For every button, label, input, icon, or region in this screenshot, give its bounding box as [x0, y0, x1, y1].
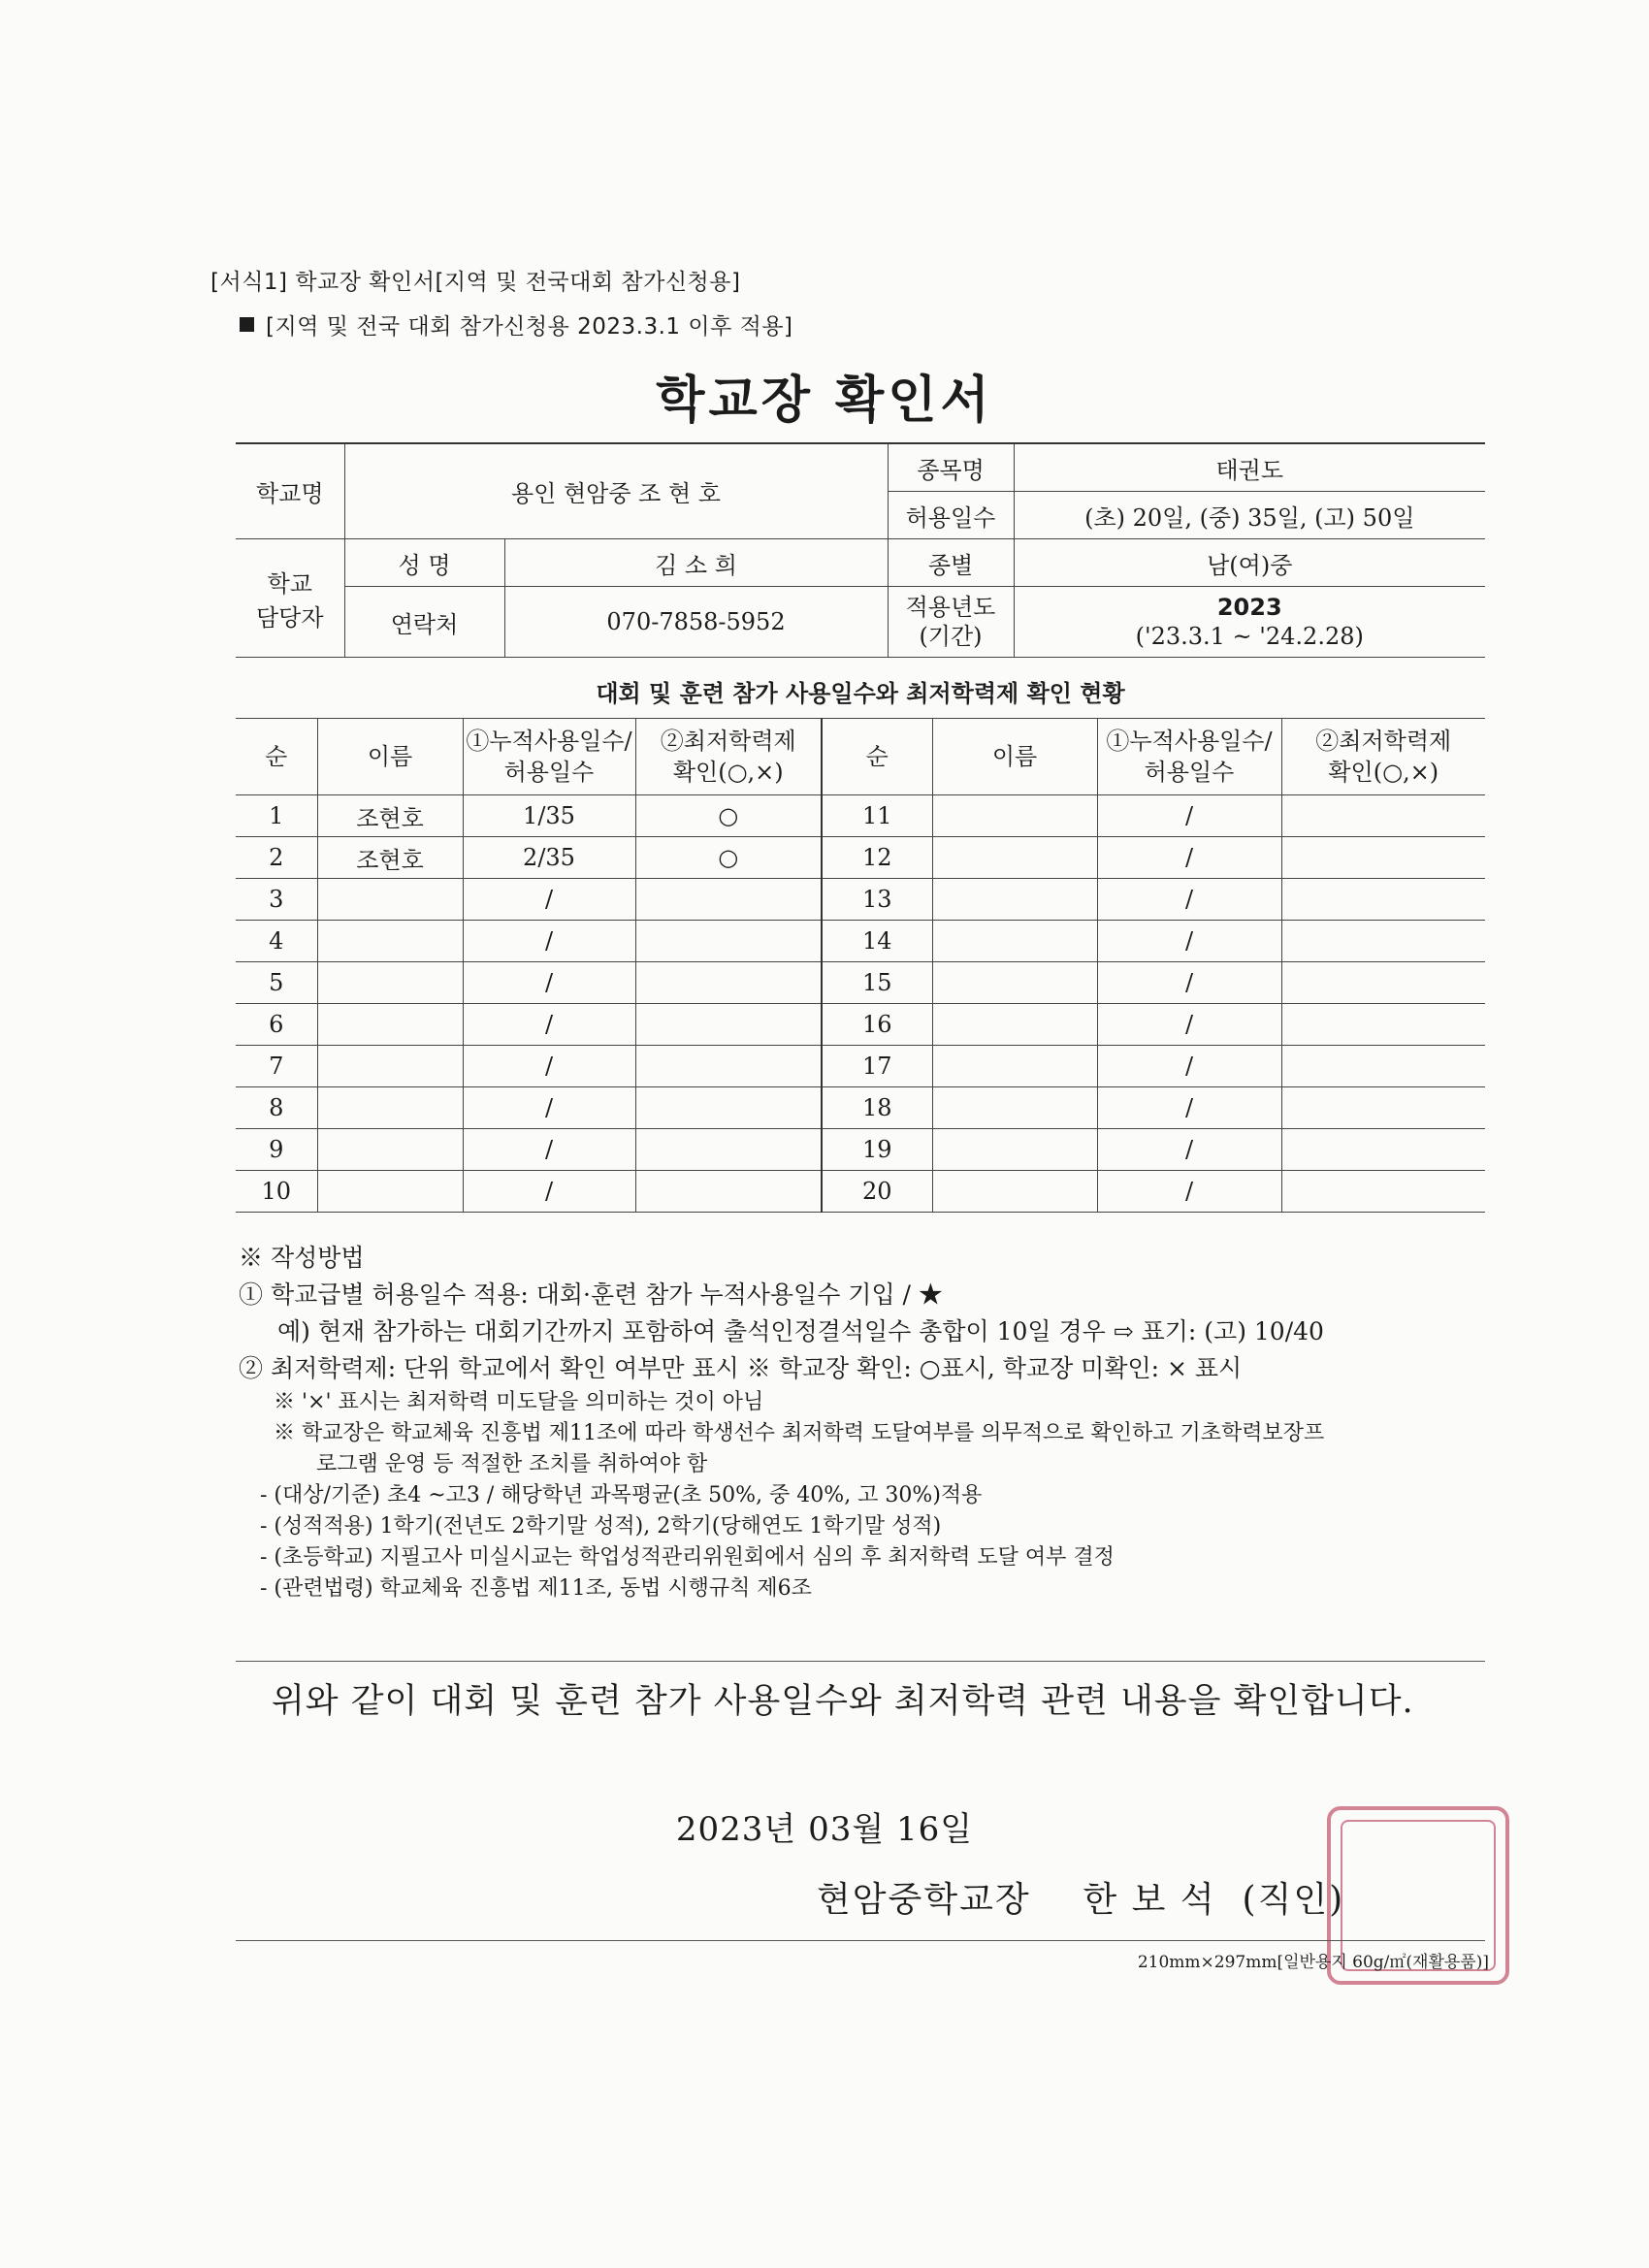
seq-cell: 5 [236, 962, 317, 1004]
header-days-2-line2: 허용일수 [1144, 759, 1235, 786]
seq-cell: 4 [236, 921, 317, 962]
detail-1: - (대상/기준) 초4 ~고3 / 해당학년 과목평균(초 50%, 중 40%, 고 30%)적용 [260, 1483, 983, 1507]
days-cell: / [1097, 921, 1281, 962]
name-cell [317, 1171, 463, 1213]
section-title: 대회 및 훈련 참가 사용일수와 최저학력제 확인 현황 [236, 669, 1485, 719]
days-cell: / [463, 1171, 635, 1213]
header-seq: 순 [236, 719, 317, 795]
name-cell [932, 879, 1097, 921]
check-cell [1281, 1129, 1485, 1171]
days-cell: / [1097, 795, 1281, 837]
check-cell [635, 1129, 822, 1171]
contact-value: 070-7858-5952 [504, 587, 888, 658]
header-days-line1: ①누적사용일수/ [466, 728, 632, 755]
name-cell [932, 837, 1097, 879]
seq-cell: 19 [822, 1129, 932, 1171]
seq-cell: 6 [236, 1004, 317, 1046]
name-cell [317, 962, 463, 1004]
header-check-2 [1281, 719, 1485, 795]
days-cell: / [1097, 837, 1281, 879]
table-row [236, 1171, 1485, 1213]
name-cell [932, 1046, 1097, 1087]
table-row [236, 1129, 1485, 1171]
form-subtitle-text: [지역 및 전국 대회 참가신청용 2023.3.1 이후 적용] [266, 314, 793, 340]
header-seq-2: 순 [822, 719, 932, 795]
check-cell [1281, 1046, 1485, 1087]
days-cell: / [1097, 1087, 1281, 1129]
name-cell [932, 921, 1097, 962]
check-cell [1281, 795, 1485, 837]
principal-signature: 현암중학교장 한 보 석 (직인) [817, 1880, 1345, 1920]
name-cell [317, 879, 463, 921]
detail-3: - (초등학교) 지필고사 미실시교는 학업성적관리위원회에서 심의 후 최저학력 도달 여부 결정 [260, 1545, 1115, 1570]
check-cell: ○ [635, 837, 822, 879]
gender-label: 종별 [888, 539, 1014, 587]
name-cell [932, 1004, 1097, 1046]
header-check-2-line1: ②최저학력제 [1315, 728, 1452, 755]
instructions [239, 1240, 1324, 1604]
check-cell [1281, 1171, 1485, 1213]
days-cell: / [1097, 1129, 1281, 1171]
document-title: 학교장 확인서 [656, 372, 993, 430]
header-name: 이름 [317, 719, 463, 795]
name-cell [317, 1046, 463, 1087]
table-row [236, 795, 1485, 837]
header-check [635, 719, 822, 795]
seq-cell: 11 [822, 795, 932, 837]
name-cell [932, 962, 1097, 1004]
header-check-line1: ②최저학력제 [660, 728, 796, 755]
note-1: ① 학교급별 허용일수 적용: 대회·훈련 참가 누적사용일수 기입 / ★ [239, 1280, 943, 1309]
seq-cell: 7 [236, 1046, 317, 1087]
seq-cell: 16 [822, 1004, 932, 1046]
days-cell: / [463, 1087, 635, 1129]
allowed-days-label: 허용일수 [888, 492, 1014, 539]
school-label: 학교명 [236, 443, 344, 539]
contact-label: 연락처 [344, 587, 504, 658]
days-cell: / [463, 1046, 635, 1087]
year-value-cell [1014, 587, 1485, 658]
name-cell [932, 795, 1097, 837]
seq-cell: 8 [236, 1087, 317, 1129]
allowed-days-value: (초) 20일, (중) 35일, (고) 50일 [1014, 492, 1485, 539]
paper-spec: 210mm×297mm[일반용지 60g/㎡(재활용품)] [1137, 1953, 1489, 1972]
check-cell [1281, 879, 1485, 921]
year-value: 2023 [1216, 594, 1282, 621]
year-label-line1: 적용년도 [905, 594, 996, 621]
square-bullet-icon [240, 317, 254, 332]
divider-top [236, 1661, 1485, 1662]
table-row [236, 921, 1485, 962]
header-name-2: 이름 [932, 719, 1097, 795]
note-2-b-cont: 로그램 운영 등 적절한 조치를 취하여야 함 [316, 1452, 708, 1476]
note-2-b: ※ 학교장은 학교체육 진흥법 제11조에 따라 학생선수 최저학력 도달여부를 의무적으로 확인하고 기초학력보장프 [274, 1421, 1325, 1445]
name-cell [932, 1129, 1097, 1171]
check-cell [1281, 1087, 1485, 1129]
year-label [888, 587, 1014, 658]
seq-cell: 13 [822, 879, 932, 921]
event-label: 종목명 [888, 443, 1014, 492]
days-cell: / [463, 879, 635, 921]
days-cell: 1/35 [463, 795, 635, 837]
table-row [236, 879, 1485, 921]
name-cell [317, 1129, 463, 1171]
header-days-2-line1: ①누적사용일수/ [1106, 728, 1273, 755]
check-cell [635, 1171, 822, 1213]
days-cell: / [463, 921, 635, 962]
table-row [236, 1087, 1485, 1129]
name-cell [932, 1087, 1097, 1129]
check-cell [635, 921, 822, 962]
days-cell: / [463, 1004, 635, 1046]
staff-label-line2: 담당자 [255, 603, 324, 632]
note-1-example: 예) 현재 참가하는 대회기간까지 포함하여 출석인정결석일수 총합이 10일 경우 ⇨ 표기: (고) 10/40 [277, 1317, 1324, 1345]
days-cell: / [463, 962, 635, 1004]
check-cell [635, 1087, 822, 1129]
check-cell [635, 1004, 822, 1046]
note-2-a: ※ '×' 표시는 최저학력 미도달을 의미하는 것이 아님 [274, 1390, 764, 1414]
header-check-2-line2: 확인(○,×) [1328, 759, 1439, 786]
seq-cell: 18 [822, 1087, 932, 1129]
days-cell: 2/35 [463, 837, 635, 879]
seq-cell: 14 [822, 921, 932, 962]
name-label: 성 명 [344, 539, 504, 587]
check-cell [1281, 1004, 1485, 1046]
confirmation-text: 위와 같이 대회 및 훈련 참가 사용일수와 최저학력 관련 내용을 확인합니다. [272, 1682, 1414, 1721]
year-label-line2: (기간) [919, 623, 983, 650]
table-row [236, 1046, 1485, 1087]
check-cell [1281, 837, 1485, 879]
detail-2: - (성적적용) 1학기(전년도 2학기말 성적), 2학기(당해연도 1학기말 성적) [260, 1514, 942, 1539]
header-days [463, 719, 635, 795]
check-cell: ○ [635, 795, 822, 837]
check-cell [1281, 921, 1485, 962]
seq-cell: 3 [236, 879, 317, 921]
header-days-line2: 허용일수 [503, 759, 595, 786]
form-subtitle [240, 308, 793, 340]
participation-table [236, 718, 1485, 1213]
days-cell: / [1097, 1046, 1281, 1087]
school-value: 용인 현암중 조 현 호 [344, 443, 888, 539]
staff-label-line1: 학교 [267, 569, 312, 598]
name-cell [317, 921, 463, 962]
detail-4: - (관련법령) 학교체육 진흥법 제11조, 동법 시행규칙 제6조 [260, 1576, 812, 1601]
seq-cell: 1 [236, 795, 317, 837]
name-cell: 조현호 [317, 837, 463, 879]
divider-bottom [236, 1940, 1485, 1941]
seq-cell: 12 [822, 837, 932, 879]
name-cell: 조현호 [317, 795, 463, 837]
seq-cell: 15 [822, 962, 932, 1004]
issue-date: 2023년 03월 16일 [675, 1810, 974, 1849]
table-row [236, 1004, 1485, 1046]
gender-value: 남(여)중 [1014, 539, 1485, 587]
seq-cell: 9 [236, 1129, 317, 1171]
check-cell [1281, 962, 1485, 1004]
table-row [236, 837, 1485, 879]
form-label: [서식1] 학교장 확인서[지역 및 전국대회 참가신청용] [210, 270, 741, 295]
notes-heading: ※ 작성방법 [239, 1244, 365, 1272]
name-value: 김 소 희 [504, 539, 888, 587]
participation-table-body [236, 795, 1485, 1213]
seq-cell: 17 [822, 1046, 932, 1087]
days-cell: / [1097, 879, 1281, 921]
days-cell: / [1097, 1171, 1281, 1213]
name-cell [932, 1171, 1097, 1213]
name-cell [317, 1004, 463, 1046]
header-check-line2: 확인(○,×) [672, 759, 784, 786]
school-info-table [236, 442, 1485, 658]
check-cell [635, 879, 822, 921]
check-cell [635, 1046, 822, 1087]
header-days-2 [1097, 719, 1281, 795]
days-cell: / [1097, 1004, 1281, 1046]
seq-cell: 20 [822, 1171, 932, 1213]
check-cell [635, 962, 822, 1004]
days-cell: / [463, 1129, 635, 1171]
staff-label [236, 539, 344, 658]
event-value: 태권도 [1014, 443, 1485, 492]
note-2: ② 최저학력제: 단위 학교에서 확인 여부만 표시 ※ 학교장 확인: ○표시, 학교장 미확인: × 표시 [239, 1354, 1243, 1382]
seq-cell: 10 [236, 1171, 317, 1213]
table-row [236, 962, 1485, 1004]
name-cell [317, 1087, 463, 1129]
days-cell: / [1097, 962, 1281, 1004]
seq-cell: 2 [236, 837, 317, 879]
year-period: ('23.3.1 ~ '24.2.28) [1135, 623, 1364, 650]
